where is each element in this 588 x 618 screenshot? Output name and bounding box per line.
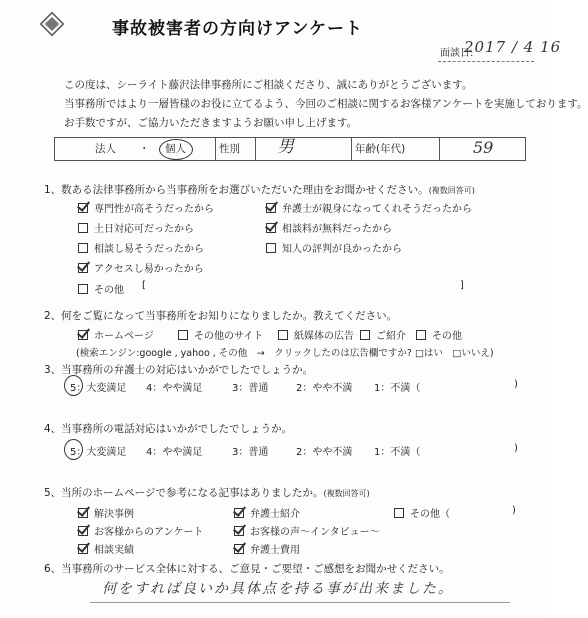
checkbox[interactable] bbox=[266, 223, 276, 233]
survey-title: 事故被害者の方向けアンケート bbox=[112, 19, 363, 39]
q3-selection-circle bbox=[64, 375, 83, 396]
gender-label: 性別 bbox=[215, 138, 256, 160]
q5-option-results[interactable] bbox=[78, 541, 134, 556]
q3-scale-4[interactable]: 4：やや満足 bbox=[146, 383, 203, 394]
q5-option-customer-interview[interactable] bbox=[234, 523, 380, 538]
checkbox[interactable] bbox=[78, 330, 88, 340]
checkbox[interactable] bbox=[416, 330, 426, 340]
q1-option-caring-lawyer[interactable] bbox=[266, 200, 472, 215]
q2-option-other-site[interactable] bbox=[178, 327, 263, 342]
option-label: その他 bbox=[94, 285, 124, 296]
option-label: ホームページ bbox=[94, 331, 154, 342]
checkbox[interactable] bbox=[234, 526, 244, 536]
question-5-note: (複数回答可) bbox=[323, 489, 370, 498]
intro-text bbox=[64, 76, 588, 133]
q5-option-fees[interactable] bbox=[234, 541, 300, 556]
q1-other-bracket-close: ] bbox=[460, 280, 464, 291]
question-5-text: 5、当所のホームページで参考になる記事はありましたか。 bbox=[44, 487, 324, 499]
q1-option-other[interactable] bbox=[78, 281, 124, 296]
q5-option-customer-survey[interactable] bbox=[78, 523, 203, 538]
kojin-circle-mark bbox=[159, 139, 193, 160]
q1-option-reputation[interactable] bbox=[266, 240, 402, 255]
q3-scale-3[interactable]: 3：普通 bbox=[232, 383, 269, 394]
checkbox[interactable] bbox=[78, 203, 88, 213]
q4-selection-circle bbox=[64, 439, 83, 460]
age-value: 59 bbox=[473, 138, 494, 157]
q3-scale-1[interactable]: 1：不満（ bbox=[374, 383, 421, 394]
checkbox[interactable] bbox=[278, 330, 288, 340]
question-1-note: (複数回答可) bbox=[428, 186, 475, 195]
option-label: 知人の評判が良かったから bbox=[282, 244, 402, 255]
option-label: 専門性が高そうだったから bbox=[94, 204, 214, 215]
option-label: その他のサイト bbox=[194, 331, 264, 342]
checkbox[interactable] bbox=[360, 330, 370, 340]
checkbox[interactable] bbox=[78, 544, 88, 554]
q5-option-lawyer-intro[interactable] bbox=[234, 505, 300, 520]
option-label: 解決事例 bbox=[94, 509, 134, 520]
age-label: 年齢(年代) bbox=[351, 138, 440, 160]
checkbox[interactable] bbox=[234, 544, 244, 554]
q1-option-free-consult[interactable] bbox=[266, 220, 392, 235]
question-4-text: 4、当事務所の電話対応はいかがでしたでしょうか。 bbox=[44, 423, 293, 435]
houjin-option[interactable]: 法人 bbox=[95, 143, 116, 155]
option-label: 土日対応可だったから bbox=[94, 224, 194, 235]
question-2-text: 2、何をご覧になって当事務所をお知りになりましたか。教えてください。 bbox=[44, 310, 398, 322]
q3-scale-2[interactable]: 2：やや不満 bbox=[296, 383, 353, 394]
checkbox[interactable] bbox=[178, 330, 188, 340]
q6-handwritten-answer: 何をすれば良いか具体点を持る事が出来ました。 bbox=[102, 581, 454, 597]
q3-scale-5[interactable]: 5：大変満足 bbox=[70, 383, 127, 394]
gender-field[interactable] bbox=[255, 138, 352, 160]
checkbox[interactable] bbox=[78, 508, 88, 518]
option-label: 弁護士紹介 bbox=[250, 509, 300, 520]
gender-value: 男 bbox=[277, 137, 294, 157]
question-6-text: 6、当事務所のサービス全体に対する、ご意見・ご要望・ご感想をお聞かせください。 bbox=[44, 563, 450, 575]
question-1 bbox=[44, 182, 475, 197]
option-label: お客様の声〜インタビュー〜 bbox=[250, 527, 380, 538]
q2-option-other[interactable] bbox=[416, 327, 462, 342]
option-label: 相談料が無料だったから bbox=[282, 224, 392, 235]
q5-option-cases[interactable] bbox=[78, 505, 134, 520]
q1-option-weekend[interactable] bbox=[78, 220, 194, 235]
intro-line: お手数ですが、ご協力いただきますようお願い申し上げます。 bbox=[64, 117, 358, 129]
option-label: その他（ bbox=[410, 509, 450, 520]
question-1-text: 1、数ある法律事務所から当事務所をお選びいただいた理由をお聞かせください。 bbox=[44, 184, 429, 196]
option-label: 相談し易そうだったから bbox=[94, 244, 204, 255]
q2-search-engine-line: (検索エンジン:google , yahoo , その他 → クリックしたのは広告欄ですか? □はい □いいえ) bbox=[76, 348, 494, 359]
firm-logo-icon bbox=[38, 10, 66, 38]
q6-answer-line[interactable] bbox=[90, 602, 510, 603]
checkbox[interactable] bbox=[234, 508, 244, 518]
q5-option-other[interactable] bbox=[394, 505, 450, 520]
q2-option-referral[interactable] bbox=[360, 327, 406, 342]
option-label: 相談実績 bbox=[94, 545, 134, 556]
option-label: その他 bbox=[432, 331, 462, 342]
question-3-text: 3、当事務所の弁護士の対応はいかがでしたでしょうか。 bbox=[44, 364, 314, 376]
interview-date-value: 2017 / 4 16 bbox=[464, 38, 562, 56]
q5-close-paren: ) bbox=[512, 505, 516, 516]
interview-date-label: 面談日: bbox=[440, 48, 474, 59]
checkbox[interactable] bbox=[266, 243, 276, 253]
kojin-option[interactable]: 個人 bbox=[165, 143, 186, 155]
option-label: 弁護士費用 bbox=[250, 545, 300, 556]
q4-scale-2[interactable]: 2：やや不満 bbox=[296, 447, 353, 458]
question-5 bbox=[44, 485, 370, 500]
q4-scale-4[interactable]: 4：やや満足 bbox=[146, 447, 203, 458]
checkbox[interactable] bbox=[78, 284, 88, 294]
intro-line: 当事務所ではより一層皆様のお役に立てるよう、今回のご相談に関するお客様アンケートを実施しております。 bbox=[64, 98, 588, 110]
q4-scale-5[interactable]: 5：大変満足 bbox=[70, 447, 127, 458]
checkbox[interactable] bbox=[394, 508, 404, 518]
client-type-cell[interactable] bbox=[55, 138, 216, 160]
q1-option-access[interactable] bbox=[78, 260, 204, 275]
option-label: 弁護士が親身になってくれそうだったから bbox=[282, 204, 472, 215]
q4-close-paren: ) bbox=[514, 443, 518, 454]
separator-dot: ・ bbox=[139, 143, 150, 155]
checkbox[interactable] bbox=[78, 263, 88, 273]
q1-option-approachable[interactable] bbox=[78, 240, 204, 255]
option-label: ご紹介 bbox=[376, 331, 406, 342]
intro-line: この度は、シーライト藤沢法律事務所にご相談くださり、誠にありがとうございます。 bbox=[64, 79, 473, 91]
q3-close-paren: ) bbox=[514, 379, 518, 390]
q1-option-expertise[interactable] bbox=[78, 200, 214, 215]
checkbox[interactable] bbox=[78, 526, 88, 536]
option-label: アクセスし易かったから bbox=[94, 264, 204, 275]
q4-scale-1[interactable]: 1：不満（ bbox=[374, 447, 421, 458]
respondent-info-table bbox=[54, 137, 526, 161]
checkbox[interactable] bbox=[266, 203, 276, 213]
q2-option-homepage[interactable] bbox=[78, 327, 154, 342]
checkbox[interactable] bbox=[78, 243, 88, 253]
age-field[interactable] bbox=[439, 138, 524, 160]
option-label: お客様からのアンケート bbox=[94, 527, 204, 538]
option-label: 紙媒体の広告 bbox=[294, 331, 354, 342]
q1-other-bracket-open: [ bbox=[142, 280, 146, 291]
checkbox[interactable] bbox=[78, 223, 88, 233]
q2-option-print-ad[interactable] bbox=[278, 327, 354, 342]
q4-scale-3[interactable]: 3：普通 bbox=[232, 447, 269, 458]
